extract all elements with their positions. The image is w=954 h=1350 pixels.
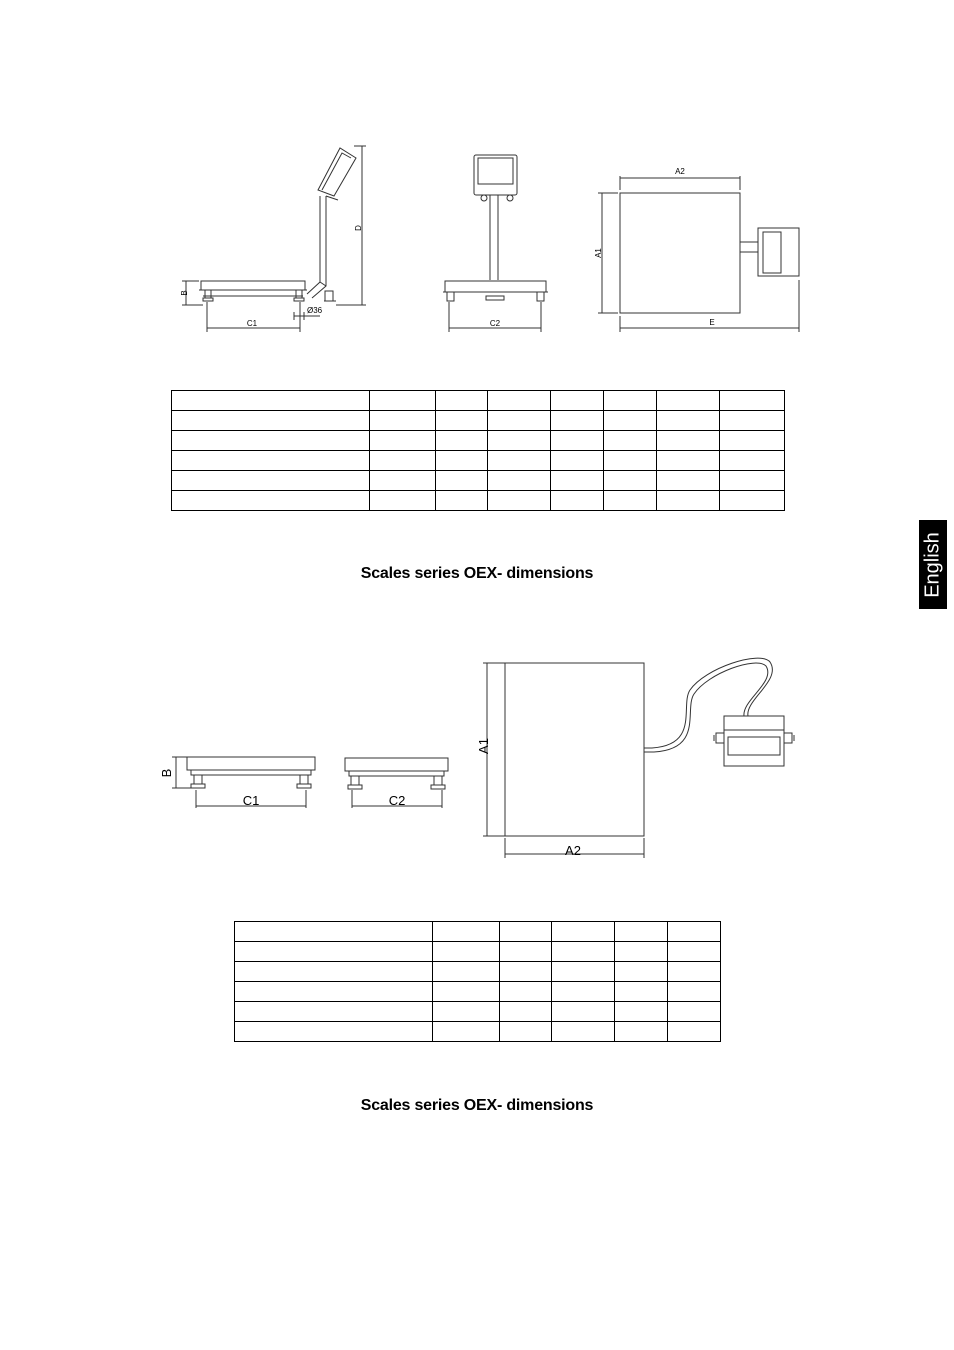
caption-1: Scales series OEX- dimensions [360, 565, 594, 582]
fig1-label-c2: C2 [489, 319, 501, 328]
fig2-label-b: B [159, 768, 174, 778]
fig1-label-c1: C1 [246, 319, 258, 328]
language-tab [919, 520, 947, 609]
figure1-top-view [598, 176, 799, 332]
fig1-label-diameter: Ø36 [307, 306, 323, 315]
fig1-label-e: E [709, 318, 715, 327]
caption-2: Scales series OEX- dimensions [360, 1097, 594, 1114]
fig2-label-c1: C1 [242, 793, 260, 808]
table-row [235, 942, 721, 962]
table-row [235, 982, 721, 1002]
fig2-label-a1: A1 [476, 738, 491, 754]
table-row [235, 1022, 721, 1042]
figure1-side-view [182, 146, 366, 332]
table-row [172, 411, 785, 431]
fig1-label-a1: A1 [594, 248, 603, 258]
figure1-front-view [443, 155, 548, 332]
table-row [172, 431, 785, 451]
fig1-label-a2: A2 [675, 167, 685, 176]
dimensions-table-2-body [235, 922, 721, 1042]
dimensions-table-2 [234, 921, 721, 1042]
table-row [235, 1002, 721, 1022]
table-row [172, 451, 785, 471]
dimensions-table-1 [171, 390, 785, 511]
dimensions-table-1-body [172, 391, 785, 511]
fig1-label-d: D [354, 225, 363, 231]
table-row [172, 391, 785, 411]
language-tab-label: English [921, 531, 944, 598]
table-row [235, 962, 721, 982]
table-row [172, 471, 785, 491]
fig1-label-b: B [180, 290, 189, 296]
fig2-label-a2: A2 [565, 843, 581, 858]
fig2-label-c2: C2 [388, 793, 406, 808]
table-row [235, 922, 721, 942]
figure2-top-view [483, 658, 794, 858]
table-row [172, 491, 785, 511]
